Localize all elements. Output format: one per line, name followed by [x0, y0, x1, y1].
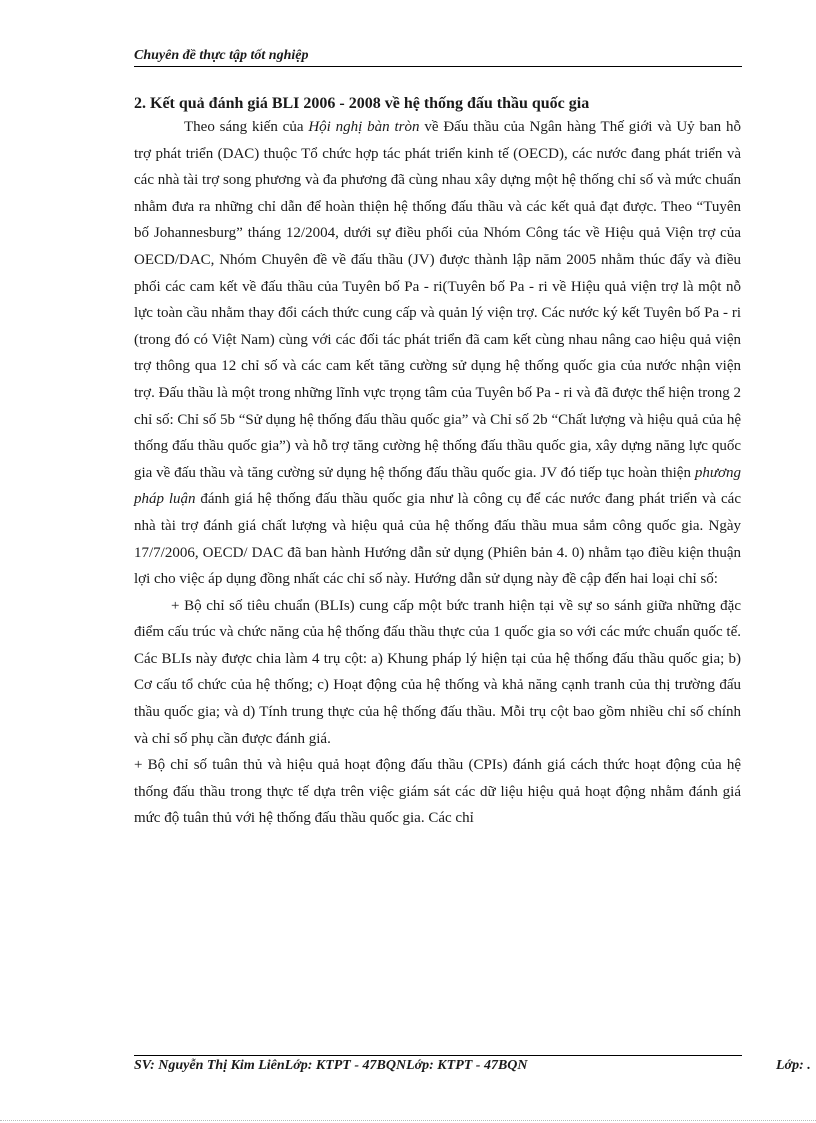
paragraph-text: về Đấu thầu của Ngân hàng Thế giới và Uỷ ban hỗ trợ phát triển (DAC) thuộc Tổ chức hợp tác phát triển kinh tế (OECD), các nước đang phát triển và các nhà tài trợ song phương và đa phương đã cùng nhau xây dựng một hệ thống chỉ số và mức chuẩn nhằm đưa ra những chỉ dẫn để hoàn thiện hệ thống đấu thầu và các kết quả đạt được. Theo “Tuyên bố Johannesburg” tháng 12/2004, dưới sự điều phối của Nhóm Công tác về Hiệu quả Viện trợ của OECD/DAC, Nhóm Chuyên đề về đấu thầu (JV) được thành lập năm 2005 nhằm thúc đẩy và điều phối các cam kết về đấu thầu của Tuyên bố Pa - ri(Tuyên bố Pa - ri về Hiệu quả viện trợ là một nỗ lực toàn cầu nhằm thay đổi cách thức cung cấp và quản lý viện trợ. Các nước ký kết Tuyên bố Pa - ri (trong đó có Việt Nam) cùng với các đối tác phát triển đã cam kết cùng nhau nâng cao hiệu quả viện trợ thông qua 12 chỉ số và các cam kết tăng cường sử dụng hệ thống quốc gia của nước nhận viện trợ. Đấu thầu là một trong những lĩnh vực trọng tâm của Tuyên bố Pa - ri và đã được thể hiện trong 2 chỉ số: Chỉ số 5b “Sử dụng hệ thống đấu thầu quốc gia” và Chỉ số 2b “Chất lượng và hiệu quả của hệ thống đấu thầu quốc gia”) và hỗ trợ tăng cường hệ thống đấu thầu quốc gia, xây dựng năng lực quốc gia về đấu thầu và tăng cường sử dụng hệ thống đấu thầu quốc gia. JV đó tiếp tục hoàn thiện — [134, 119, 741, 481]
footer-rule — [134, 1055, 742, 1056]
footer-student: SV: Nguyễn Thị Kim LiênLớp: KTPT - 47BQNLớp: KTPT - 47BQN — [134, 1058, 528, 1073]
bullet-paragraph: + Bộ chỉ số tuân thủ và hiệu quả hoạt động đấu thầu (CPIs) đánh giá cách thức hoạt động của hệ thống đấu thầu trong thực tế dựa trên việc giám sát các dữ liệu hiệu quả hoạt động nhằm đánh giá mức độ tuân thủ với hệ thống đấu thầu quốc gia. Các chỉ — [134, 757, 741, 827]
emphasis-text: phương pháp luận — [134, 464, 741, 508]
body-text — [134, 114, 741, 832]
page-break-divider — [0, 1120, 816, 1121]
section-heading: 2. Kết quả đánh giá BLI 2006 - 2008 về hệ thống đấu thầu quốc gia — [134, 95, 590, 112]
bullet-paragraph: + Bộ chỉ số tiêu chuẩn (BLIs) cung cấp một bức tranh hiện tại về sự so sánh giữa những đặc điểm cấu trúc và chức năng của hệ thống đấu thầu thực của 1 quốc gia so với các mức chuẩn quốc tế. Các BLIs này được chia làm 4 trụ cột: a) Khung pháp lý hiện tại của hệ thống đấu thầu quốc gia; b) Cơ cấu tổ chức của hệ thống; c) Hoạt động của hệ thống và khả năng cạnh tranh của thị trường đấu thầu quốc gia; và d) Tính trung thực của hệ thống đấu thầu. Mỗi trụ cột bao gồm nhiều chỉ số chính và chỉ số phụ cần được đánh giá. — [134, 597, 741, 747]
paragraph-text: đánh giá hệ thống đấu thầu quốc gia như là công cụ để các nước đang phát triển và các nhà tài trợ đánh giá chất lượng và hiệu quả của hệ thống đấu thầu mua sắm công quốc gia. Ngày 17/7/2006, OECD/ DAC đã ban hành Hướng dẫn sử dụng (Phiên bản 4. 0) nhằm tạo điều kiện thuận lợi cho việc áp dụng đồng nhất các chỉ số này. Hướng dẫn sử dụng này đề cập đến hai loại chỉ số: — [134, 491, 741, 588]
emphasis-text: Hội nghị bàn tròn — [308, 119, 420, 135]
page-header: Chuyên đề thực tập tốt nghiệp — [134, 48, 742, 67]
page-footer — [134, 1058, 816, 1074]
footer-class: Lớp: . — [776, 1058, 811, 1073]
paragraph — [134, 114, 741, 593]
paragraph-text: Theo sáng kiến của — [184, 119, 309, 135]
